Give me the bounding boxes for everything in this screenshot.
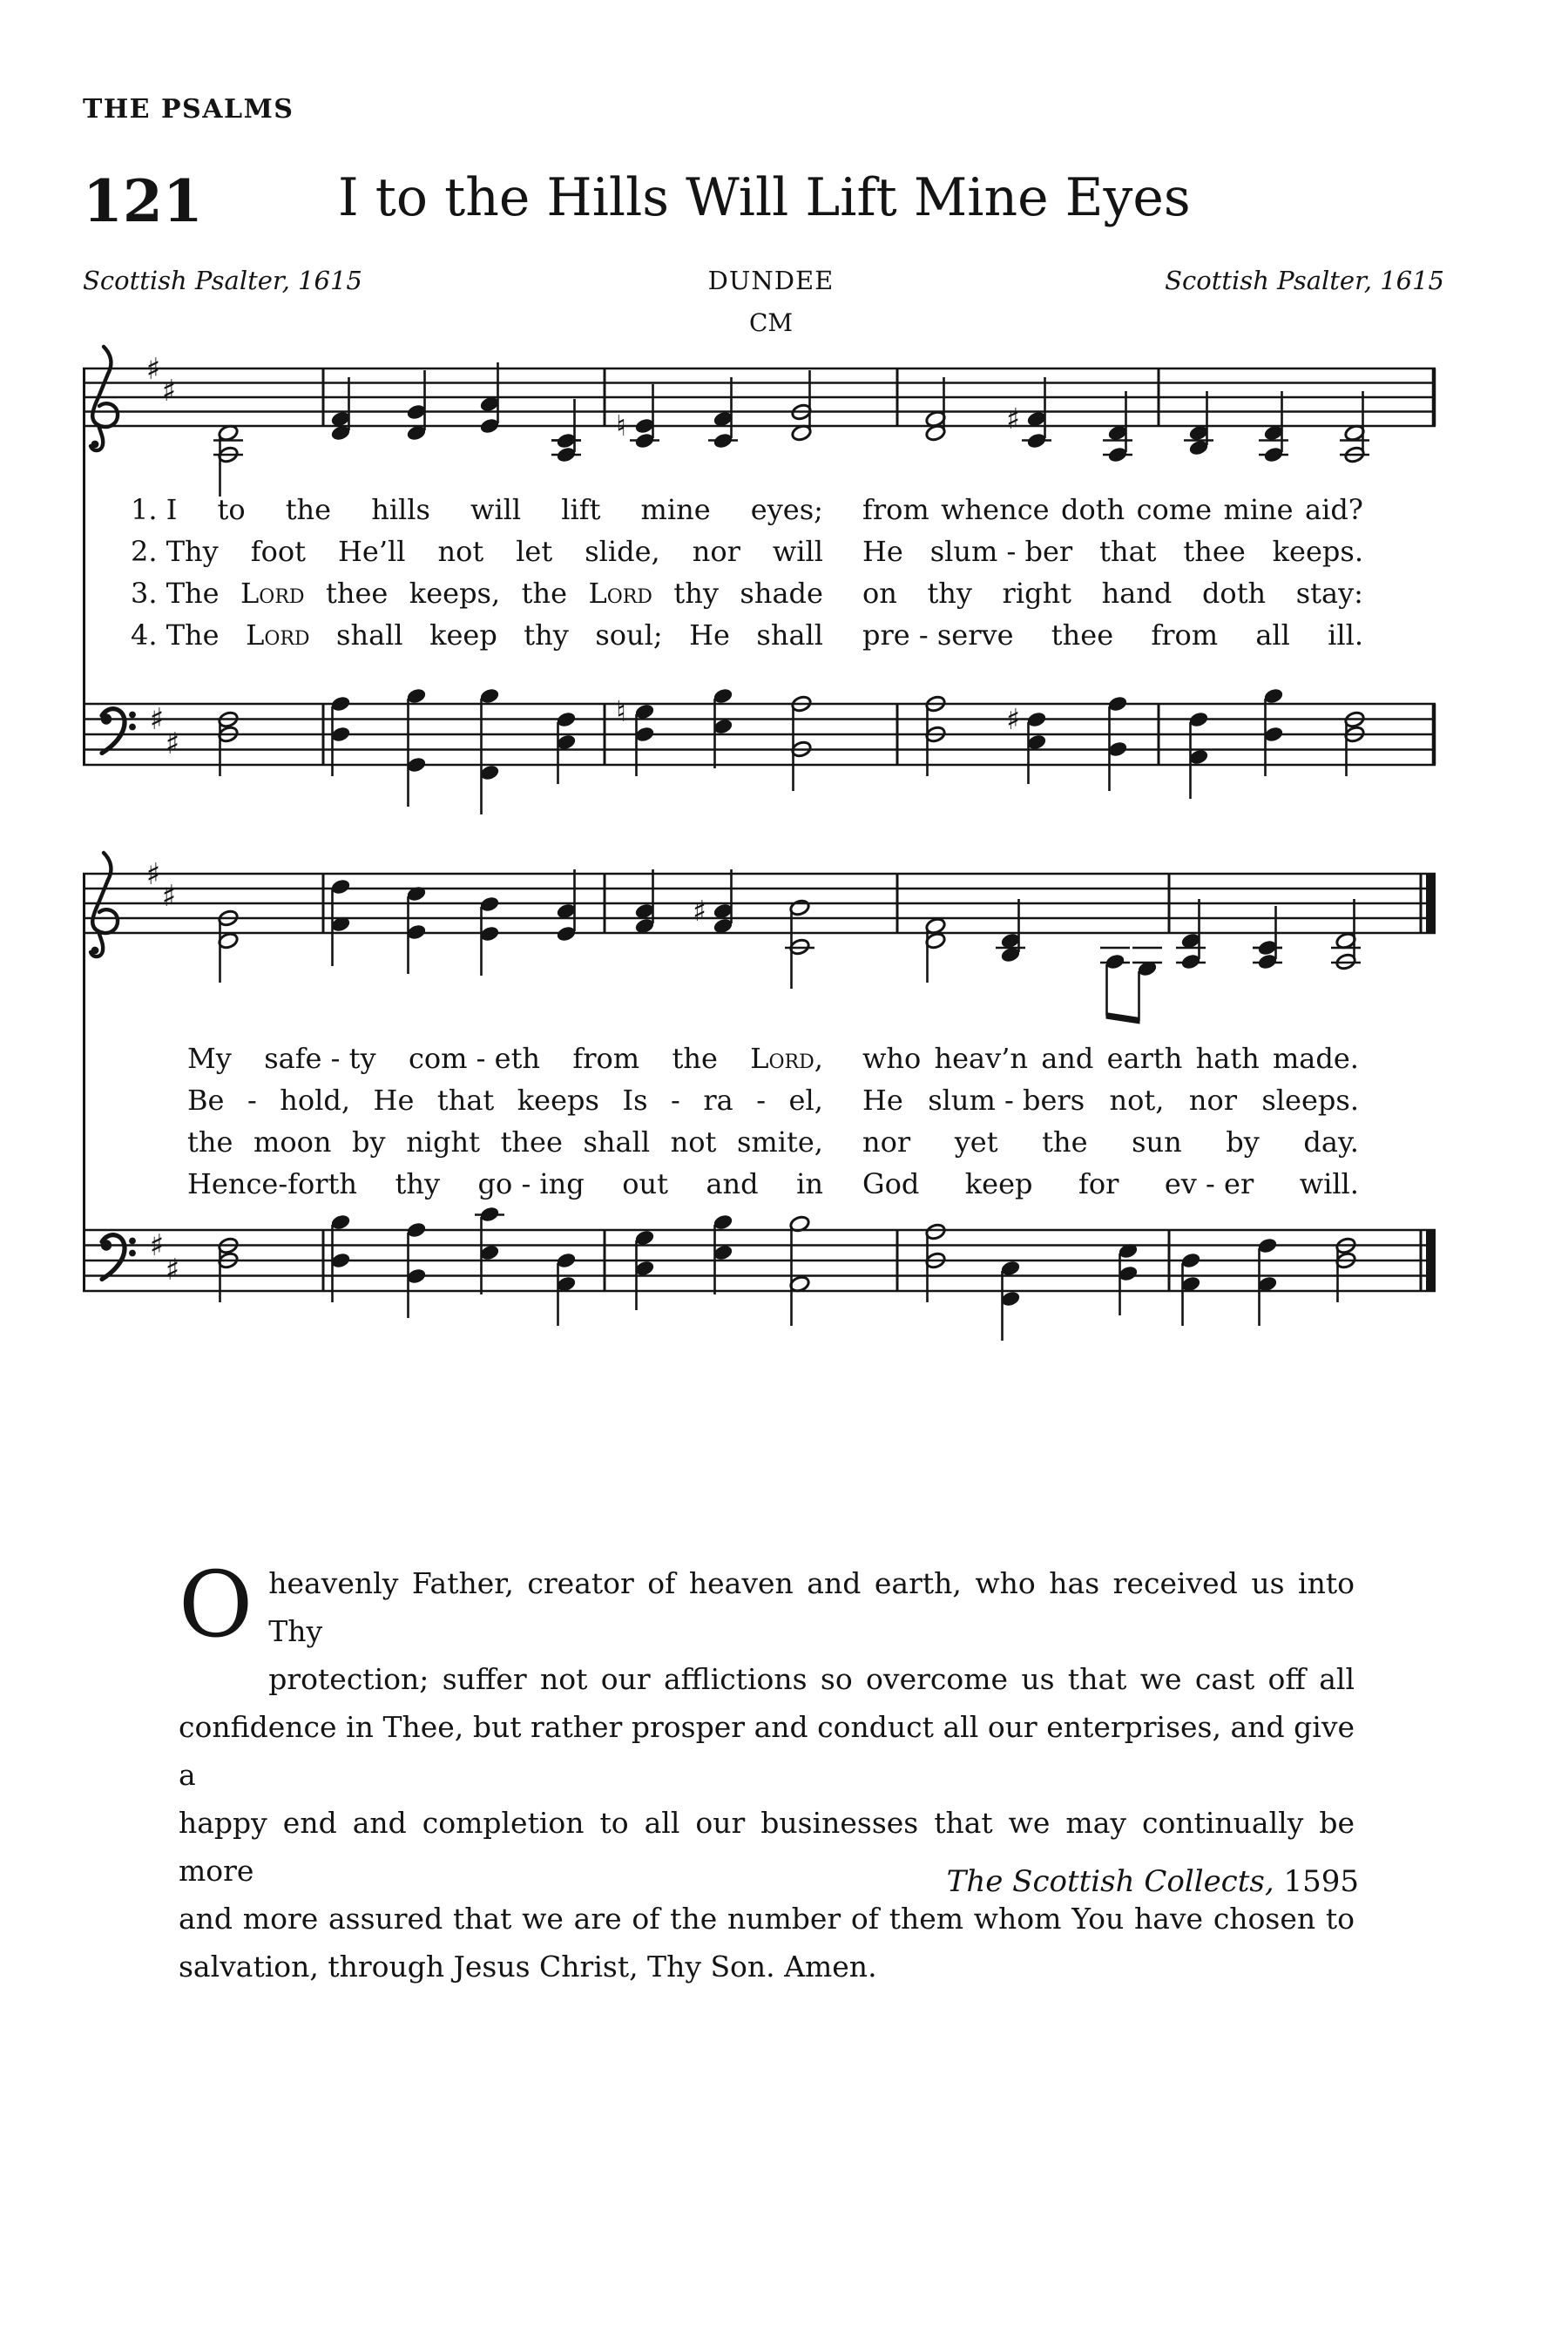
lyric-word: shall xyxy=(336,618,403,652)
lyric-line xyxy=(0,576,1568,614)
svg-text:♯: ♯ xyxy=(165,1253,180,1288)
lyric-word: lift xyxy=(561,493,601,526)
lyric-word: 4. The xyxy=(131,618,220,652)
lyric-word: will. xyxy=(1299,1167,1359,1200)
lyric-word: made. xyxy=(1272,1042,1359,1075)
lyric-word: He xyxy=(689,618,730,652)
prayer-text xyxy=(179,1551,1355,1990)
lyric-word: - xyxy=(247,1084,257,1117)
lyric-word: 2. Thy xyxy=(131,535,219,568)
prayer-attribution-title: The Scottish Collects, xyxy=(946,1864,1274,1899)
lyric-word: thee xyxy=(1051,618,1114,652)
lyric-word: safe - ty xyxy=(264,1042,376,1075)
lyric-word: the xyxy=(672,1042,718,1075)
svg-text:♯: ♯ xyxy=(161,879,177,914)
lyric-word: el, xyxy=(788,1084,823,1117)
lyric-word: Lord, xyxy=(750,1042,823,1075)
svg-text:♯: ♯ xyxy=(145,352,161,387)
lyric-word: thy xyxy=(673,577,719,610)
prayer-line: salvation, through Jesus Christ, Thy Son. Amen. xyxy=(179,1950,877,1984)
lyric-word: thee xyxy=(1183,535,1246,568)
svg-text:♯: ♯ xyxy=(1006,702,1020,736)
lyric-word: and xyxy=(706,1167,759,1200)
lyric-word: aid? xyxy=(1305,493,1363,526)
lyric-word: He xyxy=(862,535,903,568)
lyric-word: keeps, xyxy=(409,577,501,610)
prayer-line: heavenly Father, creator of heaven and earth, who has received us into Thy xyxy=(268,1566,1355,1648)
lyric-word: hath xyxy=(1195,1042,1260,1075)
lyric-word: ra xyxy=(703,1084,733,1117)
lyric-word: on xyxy=(862,577,897,610)
lyric-word: God xyxy=(862,1167,920,1200)
drop-cap: O xyxy=(179,1551,253,1658)
lyric-word: keep xyxy=(429,618,497,652)
lyric-word: doth xyxy=(1201,577,1267,610)
lyric-word: nor xyxy=(862,1125,911,1159)
lyric-word: not, xyxy=(1109,1084,1165,1117)
lyric-word: from xyxy=(572,1042,640,1075)
lyric-word: Be xyxy=(187,1084,225,1117)
lyric-word: by xyxy=(1226,1125,1260,1159)
lyric-word: - xyxy=(756,1084,767,1117)
hymn-title: I to the Hills Will Lift Mine Eyes xyxy=(338,167,1191,228)
lyric-word: slide, xyxy=(585,535,660,568)
lyric-word: for xyxy=(1078,1167,1119,1200)
lyric-word: will xyxy=(470,493,522,526)
lyric-word: right xyxy=(1002,577,1072,610)
lyric-word: day. xyxy=(1303,1125,1359,1159)
lyric-word: go - ing xyxy=(477,1167,585,1200)
lyric-word: by xyxy=(352,1125,386,1159)
lyric-word: 3. The xyxy=(131,577,220,610)
svg-text:♯: ♯ xyxy=(161,374,177,409)
section-header: THE PSALMS xyxy=(83,94,294,125)
lyric-word: all xyxy=(1255,618,1290,652)
hymn-number: 121 xyxy=(83,167,203,235)
lyric-word: moon xyxy=(253,1125,332,1159)
lyric-word: thy xyxy=(395,1167,441,1200)
lyric-word: yet xyxy=(954,1125,998,1159)
lyric-word: ev - er xyxy=(1164,1167,1254,1200)
lyric-line xyxy=(0,618,1568,656)
lyric-word: thy xyxy=(524,618,569,652)
lyric-word: soul; xyxy=(595,618,663,652)
lyric-word: and xyxy=(1041,1042,1094,1075)
lyric-word: in xyxy=(796,1167,823,1200)
lyric-word: slum - ber xyxy=(929,535,1073,568)
lyric-word: slum - bers xyxy=(928,1084,1085,1117)
lyric-word: the xyxy=(285,493,332,526)
meter-label: CM xyxy=(748,308,794,337)
lyric-word: thy xyxy=(927,577,972,610)
prayer-attribution-year: 1595 xyxy=(1283,1864,1359,1899)
svg-text:♮: ♮ xyxy=(616,409,626,443)
lyric-word: eyes; xyxy=(750,493,823,526)
svg-text:♯: ♯ xyxy=(1006,402,1020,436)
lyric-word: to xyxy=(217,493,246,526)
lyric-word: pre - serve xyxy=(862,618,1014,652)
lyric-line xyxy=(0,1166,1568,1205)
lyric-word: sun xyxy=(1132,1125,1182,1159)
lyric-word: nor xyxy=(692,535,740,568)
prayer-line: and more assured that we are of the number of them whom You have chosen to xyxy=(179,1902,1355,1936)
prayer-line: confidence in Thee, but rather prosper and conduct all our enterprises, and give a xyxy=(179,1710,1355,1792)
lyric-word: Lord xyxy=(246,618,310,652)
lyric-word: shall xyxy=(583,1125,651,1159)
lyric-word: hold, xyxy=(280,1084,351,1117)
lyric-word: keeps. xyxy=(1272,535,1363,568)
svg-text:♯: ♯ xyxy=(145,857,161,892)
lyric-word: keeps xyxy=(517,1084,599,1117)
lyric-word: that xyxy=(436,1084,495,1117)
lyric-word: thee xyxy=(500,1125,563,1159)
lyric-word: Hence-forth xyxy=(187,1167,357,1200)
lyric-word: 1. I xyxy=(131,493,178,526)
lyric-word: from xyxy=(1151,618,1219,652)
lyric-word: nor xyxy=(1188,1084,1237,1117)
lyric-word: heav’n xyxy=(934,1042,1028,1075)
lyric-word: let xyxy=(516,535,553,568)
svg-text:♯: ♯ xyxy=(693,894,706,928)
svg-text:♯: ♯ xyxy=(149,1228,165,1263)
lyric-word: not xyxy=(670,1125,717,1159)
lyric-word: com - eth xyxy=(408,1042,541,1075)
lyric-word: thee xyxy=(326,577,389,610)
lyric-word: hills xyxy=(371,493,430,526)
lyric-word: whence xyxy=(941,493,1050,526)
source-attribution-left: Scottish Psalter, 1615 xyxy=(83,266,362,295)
lyric-word: come xyxy=(1136,493,1213,526)
lyric-word: who xyxy=(862,1042,922,1075)
svg-text:♮: ♮ xyxy=(616,694,626,728)
lyric-word: not xyxy=(437,535,484,568)
lyric-line xyxy=(0,1125,1568,1163)
lyric-word: night xyxy=(406,1125,480,1159)
lyric-line xyxy=(0,492,1568,531)
lyric-word: sleeps. xyxy=(1261,1084,1359,1117)
svg-text:♯: ♯ xyxy=(165,727,180,761)
tune-name: DUNDEE xyxy=(707,266,835,295)
lyric-word: He’ll xyxy=(337,535,406,568)
svg-text:♯: ♯ xyxy=(149,702,165,737)
lyric-line xyxy=(0,1041,1568,1079)
lyric-word: earth xyxy=(1106,1042,1183,1075)
lyric-word: that xyxy=(1099,535,1157,568)
lyric-word: He xyxy=(862,1084,903,1117)
lyric-line xyxy=(0,1083,1568,1121)
lyric-word: - xyxy=(671,1084,680,1117)
lyric-word: the xyxy=(1042,1125,1088,1159)
lyric-word: the xyxy=(521,577,567,610)
lyric-word: hand xyxy=(1101,577,1173,610)
lyric-word: foot xyxy=(250,535,306,568)
lyric-word: Is xyxy=(622,1084,648,1117)
prayer-line: protection; suffer not our afflictions so overcome us that we cast off all xyxy=(268,1662,1355,1696)
lyric-word: My xyxy=(187,1042,232,1075)
source-attribution-right: Scottish Psalter, 1615 xyxy=(1165,266,1444,295)
lyric-word: mine xyxy=(640,493,711,526)
lyric-word: out xyxy=(622,1167,668,1200)
lyric-word: ill. xyxy=(1328,618,1363,652)
lyric-word: Lord xyxy=(240,577,305,610)
prayer-line: happy end and completion to all our businesses that we may continually be more xyxy=(179,1806,1355,1888)
lyric-word: shall xyxy=(756,618,823,652)
lyric-word: will xyxy=(772,535,823,568)
lyric-line xyxy=(0,534,1568,572)
lyric-word: Lord xyxy=(588,577,652,610)
lyric-word: doth xyxy=(1060,493,1125,526)
prayer-attribution xyxy=(947,1864,1359,1899)
lyric-word: shade xyxy=(740,577,823,610)
lyric-word: the xyxy=(187,1125,233,1159)
lyric-word: keep xyxy=(964,1167,1033,1200)
lyric-word: He xyxy=(373,1084,415,1117)
lyric-word: mine xyxy=(1223,493,1294,526)
lyric-word: from xyxy=(862,493,929,526)
lyric-word: smite, xyxy=(736,1125,823,1159)
lyric-word: stay: xyxy=(1295,577,1363,610)
